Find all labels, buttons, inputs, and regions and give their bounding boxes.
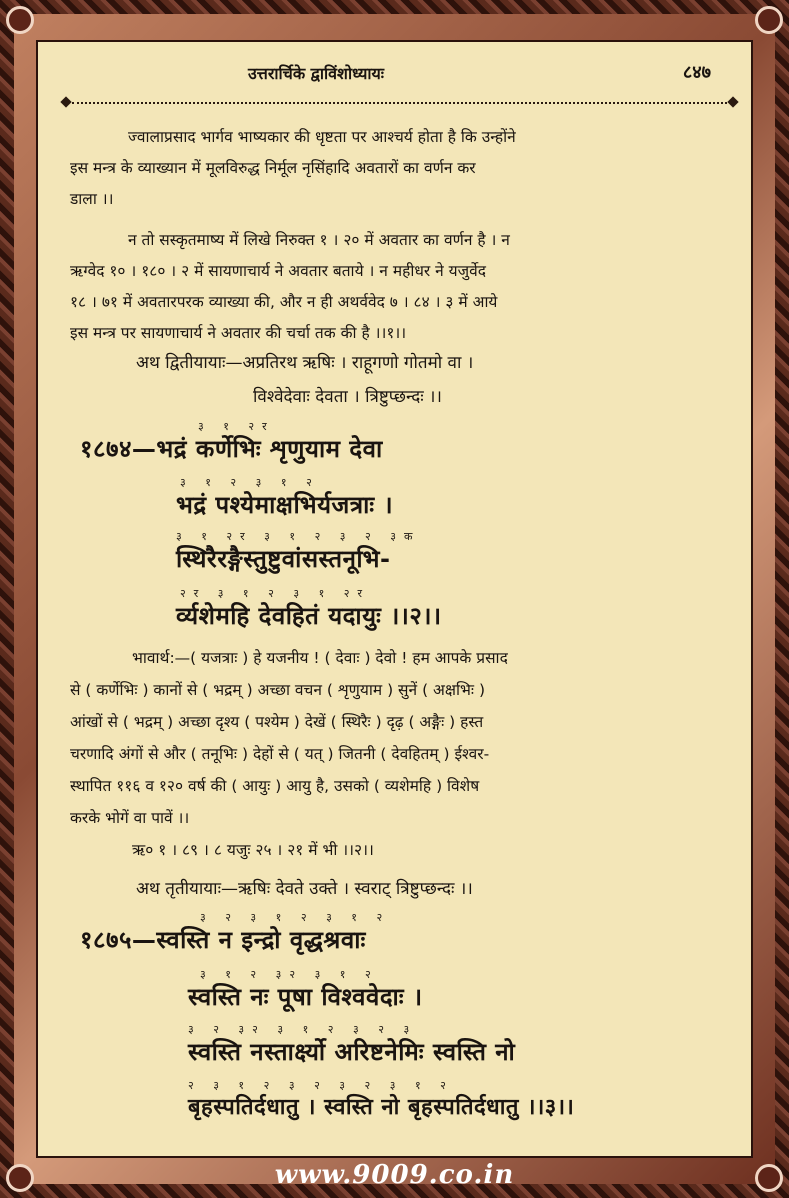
intro-line: न तो सस्कृतमाष्य में लिखे निरुक्त १ । २० में अवतार का वर्णन है । न: [128, 231, 510, 249]
intro-line: डाला ।।: [70, 190, 114, 208]
accent-marks: ३ २ ३२ ३ १ २ ३ २ ३: [188, 1023, 418, 1036]
mantra-heading: विश्वेदेवाः देवता । त्रिष्टुप्छन्दः ।।: [253, 387, 442, 407]
intro-line: इस मन्त्र पर सायणाचार्य ने अवतार की चर्चा तक की है ।।१।।: [70, 324, 407, 342]
mantra-line: स्थिरैरङ्गैस्तुष्टुवांसस्तनूभि-: [176, 545, 391, 573]
bhavartha-line: से ( कर्णेभिः ) कानों से ( भद्रम् ) अच्छा वचन ( शृणुयाम ) सुनें ( अक्षभिः ): [70, 681, 486, 699]
accent-marks: ३ १ २ ३२ ३ १ २: [200, 968, 379, 981]
intro-line: इस मन्त्र के व्याख्यान में मूलविरुद्ध निर्मूल नृसिंहादि अवतारों का वर्णन कर: [70, 159, 476, 177]
intro-line: ऋग्वेद १० । १८० । २ में सायणाचार्य ने अवतार बताये । न महीधर ने यजुर्वेद: [70, 262, 487, 280]
accent-marks: ३ १ २ ३ १ २: [180, 476, 320, 489]
intro-line: १८ । ७१ में अवतारपरक व्याख्या की, और न ही अथर्ववेद ७ । ८४ । ३ में आये: [70, 293, 498, 311]
mantra-line: बृहस्पतिर्दधातु । स्वस्ति नो बृहस्पतिर्दधातु ।।३।।: [188, 1095, 575, 1120]
mantra-line: र्व्यशेमहि देवहितं यदायुः ।।२।।: [176, 602, 442, 630]
mantra-line: स्वस्ति नः पूषा विश्ववेदाः ।: [188, 983, 423, 1011]
accent-marks: २र ३ १ २ ३ १ २र: [180, 587, 371, 600]
intro-line: ज्वालाप्रसाद भार्गव भाष्यकार की धृष्टता पर आश्चर्य होता है कि उन्होंने: [128, 128, 516, 146]
reference-line: ऋ० १ । ८९ । ८ यजुः २५ । २१ में भी ।।२।।: [132, 841, 374, 859]
accent-marks: ३ १ २र ३ १ २ ३ २ ३क: [176, 530, 421, 543]
mantra-line: भद्रं पश्येमाक्षभिर्यजत्राः ।: [176, 491, 394, 519]
bhavartha-line: स्थापित ११६ व १२० वर्ष की ( आयुः ) आयु है, उसको ( व्यशेमहि ) विशेष: [70, 777, 480, 795]
bhavartha-line: भावार्थ:—( यजत्राः ) हे यजनीय ! ( देवाः ) देवो ! हम आपके प्रसाद: [132, 649, 508, 667]
mantra-heading: अथ तृतीयायाः—ऋषिः देवते उक्ते । स्वराट् त्रिष्टुप्छन्दः ।।: [136, 879, 473, 899]
header-divider: [62, 98, 737, 108]
mantra-line: स्वस्ति नस्तार्क्ष्यो अरिष्टनेमिः स्वस्ति नो: [188, 1038, 516, 1066]
chapter-title: उत्तरार्चिके द्वाविंशोध्यायः: [248, 64, 385, 83]
corner-ornament-icon: [755, 6, 783, 34]
document-page: [36, 40, 753, 1158]
bhavartha-line: आंखों से ( भद्रम् ) अच्छा दृश्य ( पश्येम ) देखें ( स्थिरैः ) दृढ़ ( अङ्गैः ) हस्त: [70, 713, 484, 731]
mantra-heading: अथ द्वितीयायाः—अप्रतिरथ ऋषिः । राहूगणो गोतमो वा ।: [136, 353, 474, 373]
page-number: ८४७: [682, 62, 711, 83]
mantra-line: १८७५—स्वस्ति न इन्द्रो वृद्धश्रवाः: [80, 926, 366, 954]
corner-ornament-icon: [6, 6, 34, 34]
page-header: [38, 56, 751, 86]
accent-marks: ३ २ ३ १ २ ३ १ २: [200, 911, 391, 924]
accent-marks: २ ३ १ २ ३ २ ३ २ ३ १ २: [188, 1079, 454, 1092]
mantra-line: १८७४—भद्रं कर्णेभिः शृणुयाम देवा: [80, 435, 383, 463]
accent-marks: ३ १ २र: [198, 420, 275, 433]
website-watermark: www.9009.co.in: [274, 1160, 515, 1190]
bhavartha-line: करके भोगें वा पावें ।।: [70, 809, 190, 827]
bhavartha-line: चरणादि अंगों से और ( तनूभिः ) देहों से ( यत् ) जितनी ( देवहितम् ) ईश्वर-: [70, 745, 490, 763]
